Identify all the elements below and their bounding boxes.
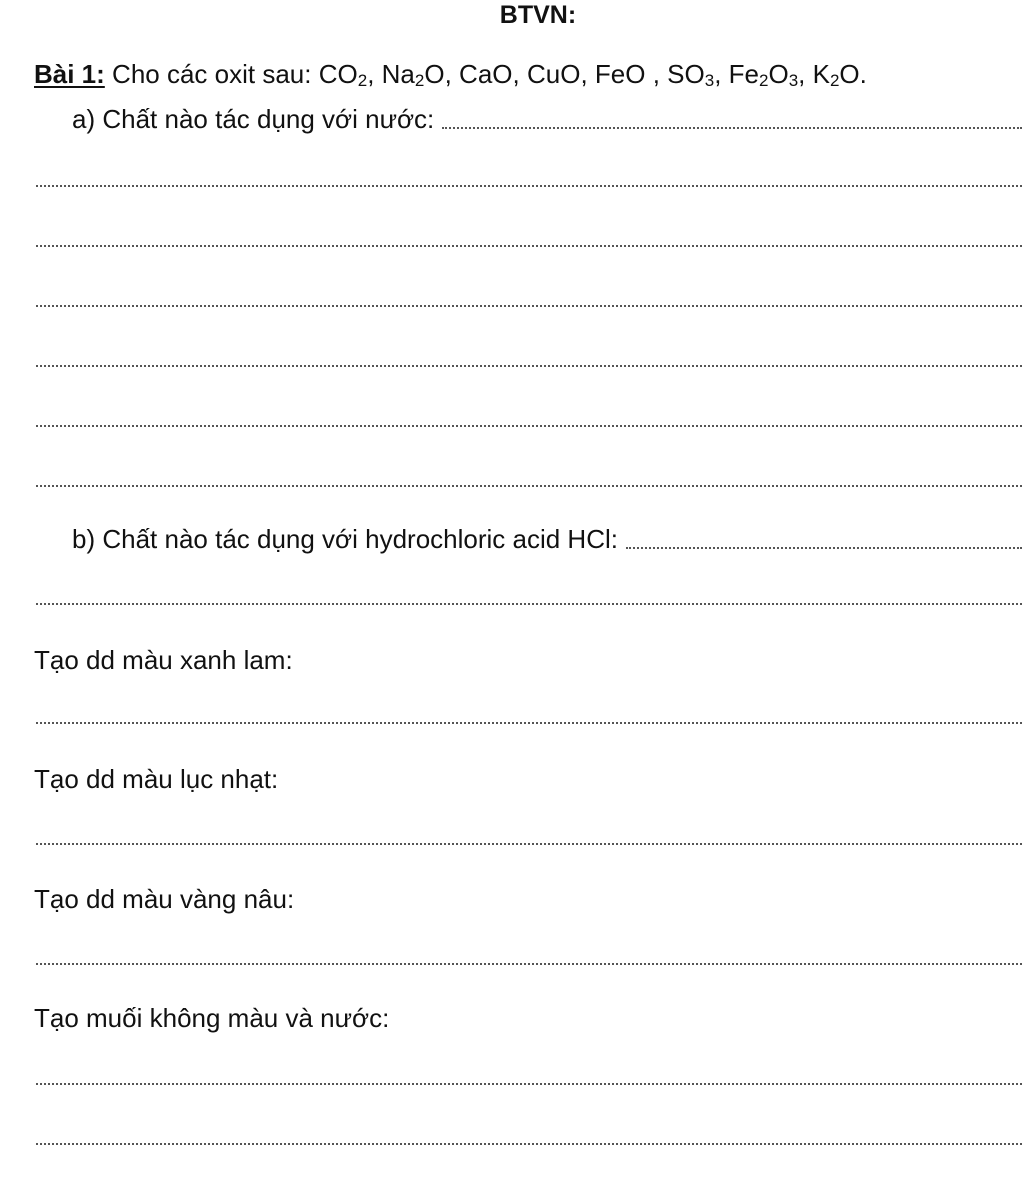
- answer-line[interactable]: [36, 1083, 1022, 1085]
- answer-line[interactable]: [442, 127, 1022, 129]
- oxide-co2: $CO_2$: [318, 59, 368, 90]
- answer-line[interactable]: [36, 305, 1022, 307]
- exercise-1-label: Bài 1:: [34, 59, 105, 89]
- oxide-list: $CO_2$, $Na_2O$, CaO, CuO, FeO , $SO_3$, $Fe_2O_3$, $K_2O$.: [318, 59, 867, 90]
- answer-line[interactable]: [36, 843, 1022, 845]
- prompt-yellow-brown-solution: Tạo dd màu vàng nâu:: [34, 884, 295, 914]
- part-a-question: a) Chất nào tác dụng với nước:: [72, 104, 435, 134]
- answer-line[interactable]: [36, 1143, 1022, 1145]
- answer-line[interactable]: [626, 547, 1022, 549]
- oxide-feo: FeO: [594, 59, 653, 89]
- oxide-so3: $SO_3$: [667, 59, 715, 90]
- answer-line[interactable]: [36, 485, 1022, 487]
- part-a-row: [72, 102, 1022, 136]
- answer-line[interactable]: [36, 365, 1022, 367]
- answer-line[interactable]: [36, 963, 1022, 965]
- oxide-fe2o3: $Fe_2O_3$: [728, 59, 799, 90]
- prompt-blue-solution: Tạo dd màu xanh lam:: [34, 645, 293, 675]
- oxide-cuo: CuO: [526, 59, 581, 89]
- exercise-1-statement: [34, 57, 867, 91]
- prompt-colorless-salt-water: Tạo muối không màu và nước:: [34, 1003, 390, 1033]
- part-b-question: b) Chất nào tác dụng với hydrochloric acid HCl:: [72, 524, 618, 554]
- answer-line[interactable]: [36, 185, 1022, 187]
- answer-line[interactable]: [36, 245, 1022, 247]
- part-b-row: [72, 522, 1022, 556]
- answer-line[interactable]: [36, 425, 1022, 427]
- answer-line[interactable]: [36, 722, 1022, 724]
- page-title: BTVN:: [499, 1, 577, 29]
- oxide-k2o: $K_2O$.: [812, 59, 867, 90]
- oxide-cao: CaO: [459, 59, 513, 89]
- answer-line[interactable]: [36, 603, 1022, 605]
- exercise-1-intro: Cho các oxit sau:: [112, 59, 312, 89]
- prompt-light-green-solution: Tạo dd màu lục nhạt:: [34, 764, 279, 794]
- oxide-na2o: $Na_2O$: [381, 59, 445, 90]
